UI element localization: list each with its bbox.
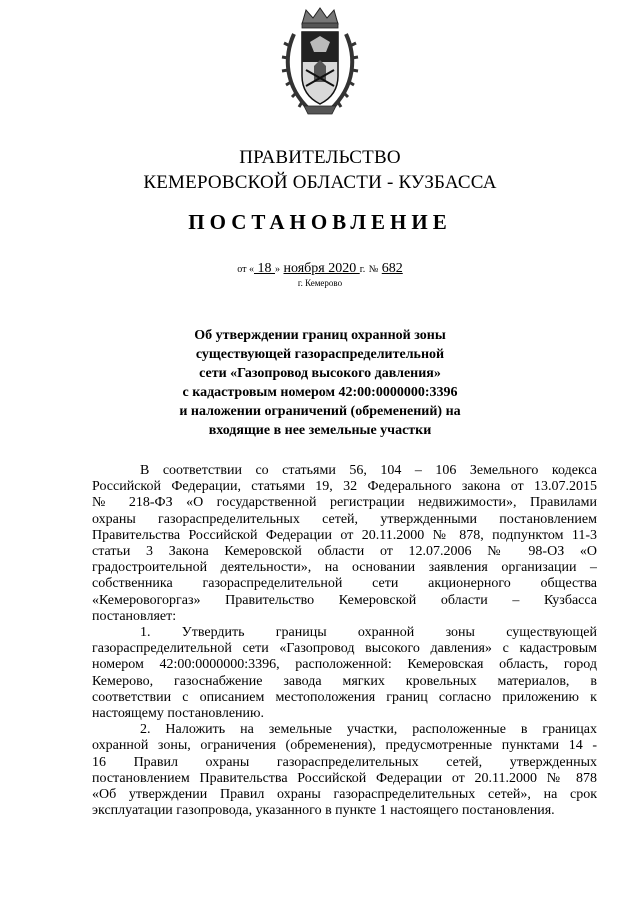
body-line: Кемерово, газоснабжение завода мягких кровельных материалов, в [92,673,597,689]
body-line: постановлением Правительства Российской Федерации от 20.11.2000 № 878 [92,770,597,786]
body-line: эксплуатации газопровода, указанного в пункте 1 настоящего постановления. [92,803,555,819]
document-body [92,463,597,819]
body-line: статьи 3 Закона Кемеровской области от 12.07.2006 № 98-ОЗ «О [92,544,597,560]
body-line: охраны газораспределительных сетей, утвержденными постановлением [92,511,597,527]
government-name-line1: ПРАВИТЕЛЬСТВО [239,147,401,168]
title-line: сети «Газопровод высокого давления» [199,366,441,381]
title-line: с кадастровым номером 42:00:0000000:3396 [182,385,458,400]
title-line: существующей газораспределительной [195,347,445,362]
body-line: «Об утверждении Правил охраны газораспределительных сетей», на срок [92,787,597,803]
body-line: градостроительной деятельности», на основании заявления организации – [92,560,597,576]
number-sign: № [368,264,379,275]
body-line: Российской Федерации, статьями 19, 32 Федерального закона от 13.07.2015 [92,479,597,495]
date-number-line [0,261,640,277]
date-quote-close: » [274,264,280,275]
title-line: и наложении ограничений (обременений) на [179,404,461,419]
body-line: № 218-ФЗ «О государственной регистрации недвижимости», Правилами [92,495,597,511]
body-line: собственника газораспределительной сети акционерного общества [92,576,597,592]
document-type-heading: ПОСТАНОВЛЕНИЕ [188,210,452,234]
body-line: номером 42:00:0000000:3396, расположенной: Кемеровская область, город [92,657,597,673]
document-title [120,326,520,440]
date-month-year: ноября 2020 [283,261,360,276]
body-line: охранной зоны, ограничения (обременения), предусмотренные пунктами 14 - [92,738,597,754]
city-name: г. Кемерово [297,278,343,288]
coat-of-arms-icon [280,6,360,122]
body-line: Правительства Российской Федерации от 20.11.2000 № 878, подпунктом 11-3 [92,527,597,543]
date-day: 18 [253,261,275,276]
body-line: соответствии с описанием местоположения границ согласно приложению к [92,689,597,705]
body-line: «Кемеровогоргаз» Правительство Кемеровской области – Кузбасса [92,592,597,608]
body-line: 1. Утвердить границы охранной зоны существующей [140,625,597,641]
body-line: настоящему постановлению. [92,706,264,722]
title-line: Об утверждении границ охранной зоны [194,328,446,343]
body-line: В соответствии со статьями 56, 104 – 106 Земельного кодекса [140,463,597,478]
body-line: постановляет: [92,608,177,624]
document-number: 682 [381,261,403,276]
title-line: входящие в нее земельные участки [208,423,432,438]
body-line: 2. Наложить на земельные участки, расположенные в границах [140,722,597,738]
body-line: газораспределительной сети «Газопровод высокого давления» с кадастровым [92,641,597,657]
year-suffix: г. [359,264,366,275]
government-name-line2: КЕМЕРОВСКОЙ ОБЛАСТИ - КУЗБАССА [143,172,497,193]
body-line: 16 Правил охраны газораспределительных сетей, утвержденных [92,754,597,770]
date-prefix: от « [237,264,254,275]
